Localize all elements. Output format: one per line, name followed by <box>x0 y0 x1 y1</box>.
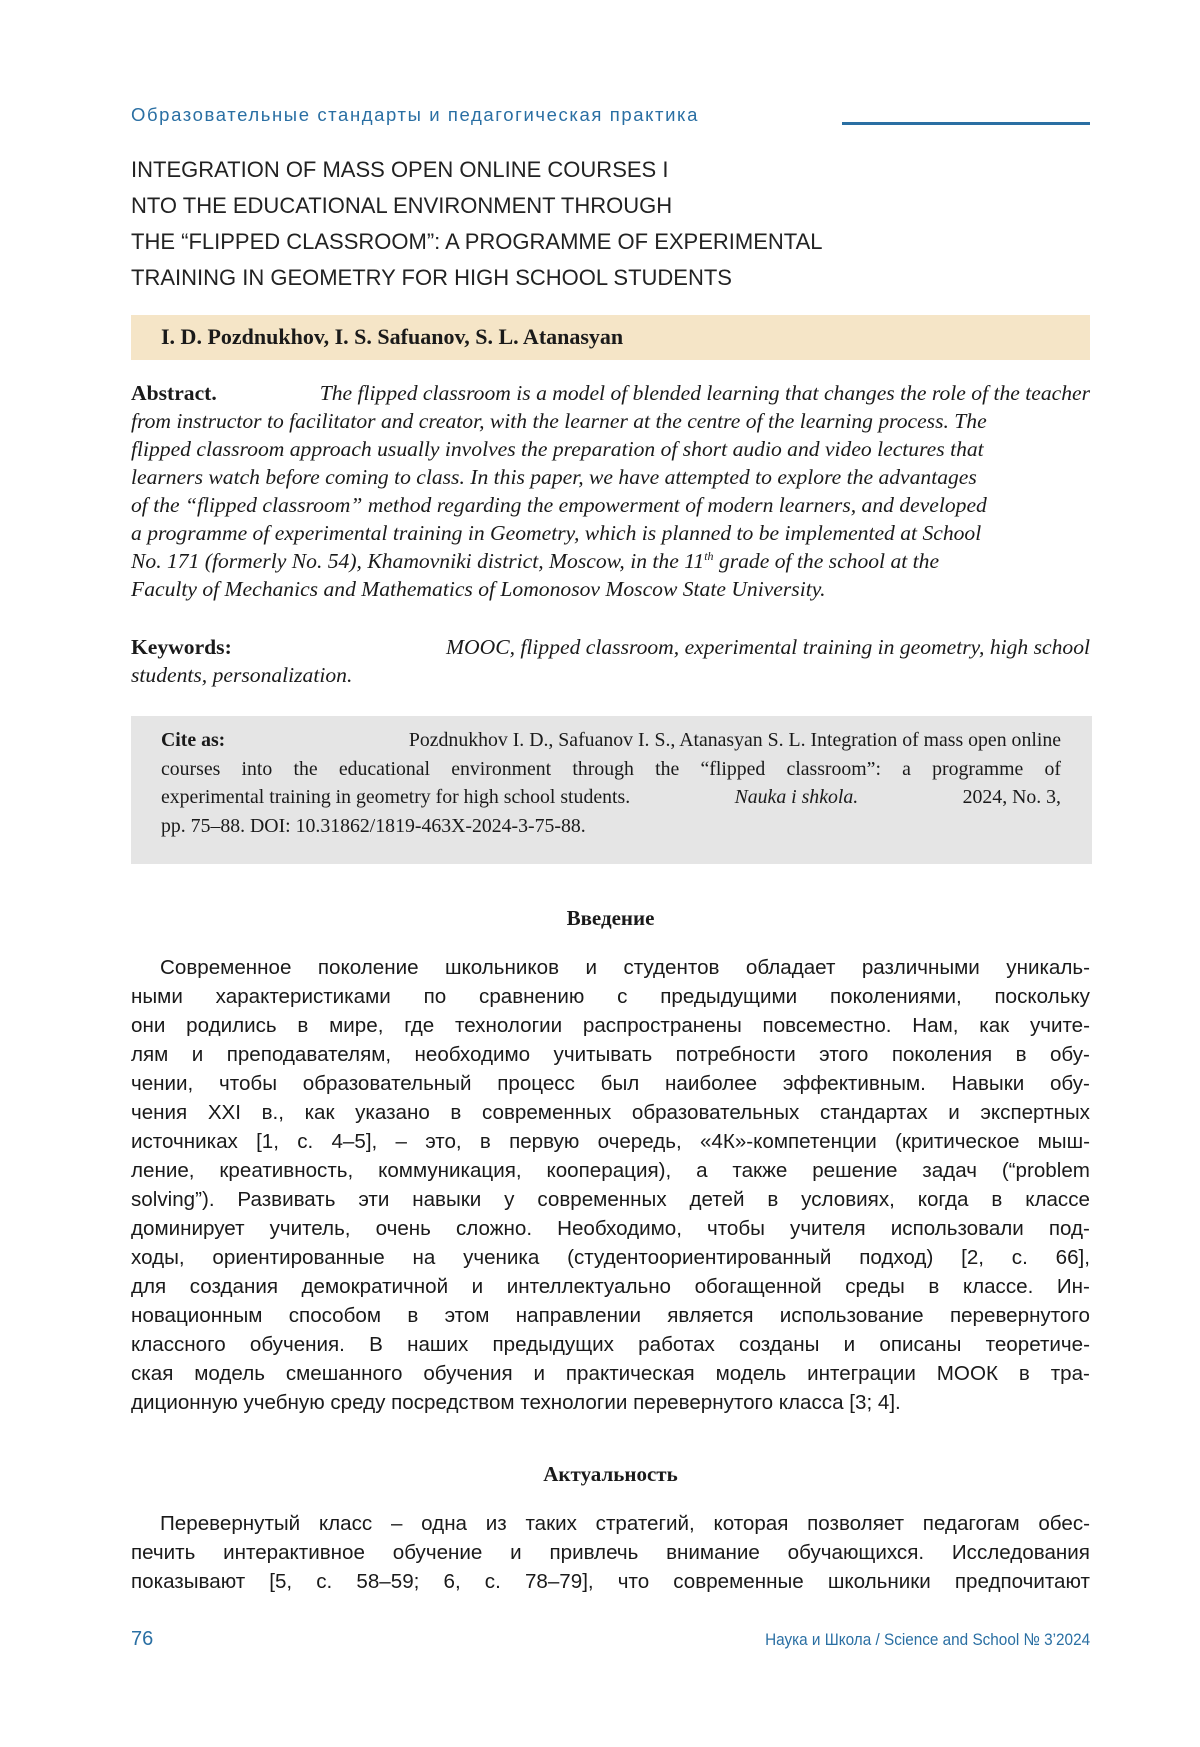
abstract-line: of the “flipped classroom” method regarding the empowerment of modern learners, and developed <box>131 493 987 517</box>
body-line: ская модель смешанного обучения и практическая модель интеграции МООК в тра- <box>131 1362 1090 1385</box>
cite-line: courses into the educational environment through the “flipped classroom”: a programme of <box>161 757 1061 780</box>
abstract-line: The flipped classroom is a model of blended learning that changes the role of the teacher <box>319 381 1090 405</box>
cite-journal: Nauka i shkola. <box>734 786 859 808</box>
cite-line: pp. 75–88. DOI: 10.31862/1819-463X-2024-3-75-88. <box>161 814 586 837</box>
article-title <box>131 152 1071 296</box>
page-number: 76 <box>131 1628 154 1650</box>
body-line: ходы, ориентированные на ученика (студентоориентированный подход) [2, с. 66], <box>131 1246 1090 1269</box>
abstract-line-tail: grade of the school at the <box>713 549 940 573</box>
abstract-line: a programme of experimental training in Geometry, which is planned to be implemented at School <box>131 521 982 545</box>
body-line: доминирует учитель, очень сложно. Необходимо, чтобы учителя использовали под- <box>131 1217 1090 1240</box>
cite-label: Cite as: <box>161 729 226 751</box>
cite-as-box <box>131 716 1092 864</box>
authors: I. D. Pozdnukhov, I. S. Safuanov, S. L. Atanasyan <box>161 324 624 349</box>
body-line: ными характеристиками по сравнению с предыдущими поколениями, поскольку <box>131 985 1090 1008</box>
body-line: для создания демократичной и интеллектуально обогащенной среды в классе. Ин- <box>131 1275 1090 1298</box>
title-line: TRAINING IN GEOMETRY FOR HIGH SCHOOL STUDENTS <box>131 265 732 290</box>
keywords-line: MOOC, flipped classroom, experimental training in geometry, high school <box>446 635 1090 659</box>
body-line: чении, чтобы образовательный процесс был наиболее эффективным. Навыки обу- <box>131 1072 1090 1095</box>
body-line: Перевернутый класс – одна из таких стратегий, которая позволяет педагогам обес- <box>160 1512 1090 1535</box>
body-line: Современное поколение школьников и студентов обладает различными уникаль- <box>160 956 1090 979</box>
title-line: NTO THE EDUCATIONAL ENVIRONMENT THROUGH <box>131 193 673 218</box>
cite-line: experimental training in geometry for high school students. <box>161 786 631 808</box>
title-line: THE “FLIPPED CLASSROOM”: A PROGRAMME OF EXPERIMENTAL <box>131 229 823 254</box>
body-line: классного обучения. В наших предыдущих работах созданы и описаны теоретиче- <box>131 1333 1090 1356</box>
body-line: источниках [1, с. 4–5], – это, в первую очередь, «4К»-компетенции (критическое мыш- <box>131 1130 1090 1153</box>
body-line: ление, креативность, коммуникация, кооперация), а также решение задач (“problem <box>131 1159 1090 1182</box>
abstract-line: learners watch before coming to class. In this paper, we have attempted to explore the advantages <box>131 465 977 489</box>
intro-paragraph <box>131 953 1090 1417</box>
body-line: solving”). Развивать эти навыки у современных детей в условиях, когда в классе <box>131 1188 1090 1211</box>
abstract-line: Faculty of Mechanics and Mathematics of Lomonosov Moscow State University. <box>131 577 826 601</box>
running-head-rule <box>842 122 1090 125</box>
running-head <box>131 104 1090 130</box>
footer-journal: Наука и Школа / Science and School № 3’2024 <box>765 1630 1090 1649</box>
section-title-relevance: Актуальность <box>543 1462 678 1486</box>
superscript-th: th <box>704 548 714 563</box>
body-line: диционную учебную среду посредством технологии перевернутого класса [3; 4]. <box>131 1391 901 1414</box>
cite-line: Pozdnukhov I. D., Safuanov I. S., Atanasyan S. L. Integration of mass open online <box>408 729 1061 751</box>
cite-line: 2024, No. 3, <box>962 786 1061 808</box>
authors-bar <box>131 315 1090 360</box>
body-line: печить интерактивное обучение и привлечь внимание обучающихся. Исследования <box>131 1541 1090 1564</box>
body-line: чения XXI в., как указано в современных образовательных стандартах и экспертных <box>131 1101 1090 1124</box>
abstract-line: from instructor to facilitator and creator, with the learner at the centre of the learning process. The <box>131 409 987 433</box>
abstract-label: Abstract. <box>131 381 217 405</box>
section-title-intro: Введение <box>566 906 655 930</box>
abstract <box>131 379 1090 603</box>
body-line: показывают [5, с. 58–59; 6, с. 78–79], что современные школьники предпочитают <box>131 1570 1090 1593</box>
keywords <box>131 633 1090 689</box>
abstract-line: No. 171 (formerly No. 54), Khamovniki district, Moscow, in the 11 <box>131 549 705 573</box>
body-line: они родились в мире, где технологии распространены повсеместно. Нам, как учите- <box>131 1014 1090 1037</box>
body-line: лям и преподавателям, необходимо учитывать потребности этого поколения в обу- <box>131 1043 1090 1066</box>
abstract-line: flipped classroom approach usually involves the preparation of short audio and video lectures that <box>131 437 984 461</box>
title-line: INTEGRATION OF MASS OPEN ONLINE COURSES I <box>131 157 669 182</box>
keywords-line: students, personalization. <box>131 663 353 687</box>
running-head-text: Образовательные стандарты и педагогическая практика <box>131 104 700 125</box>
relevance-paragraph <box>131 1509 1090 1596</box>
body-line: новационным способом в этом направлении является использование перевернутого <box>131 1304 1090 1327</box>
keywords-label: Keywords: <box>131 635 232 659</box>
